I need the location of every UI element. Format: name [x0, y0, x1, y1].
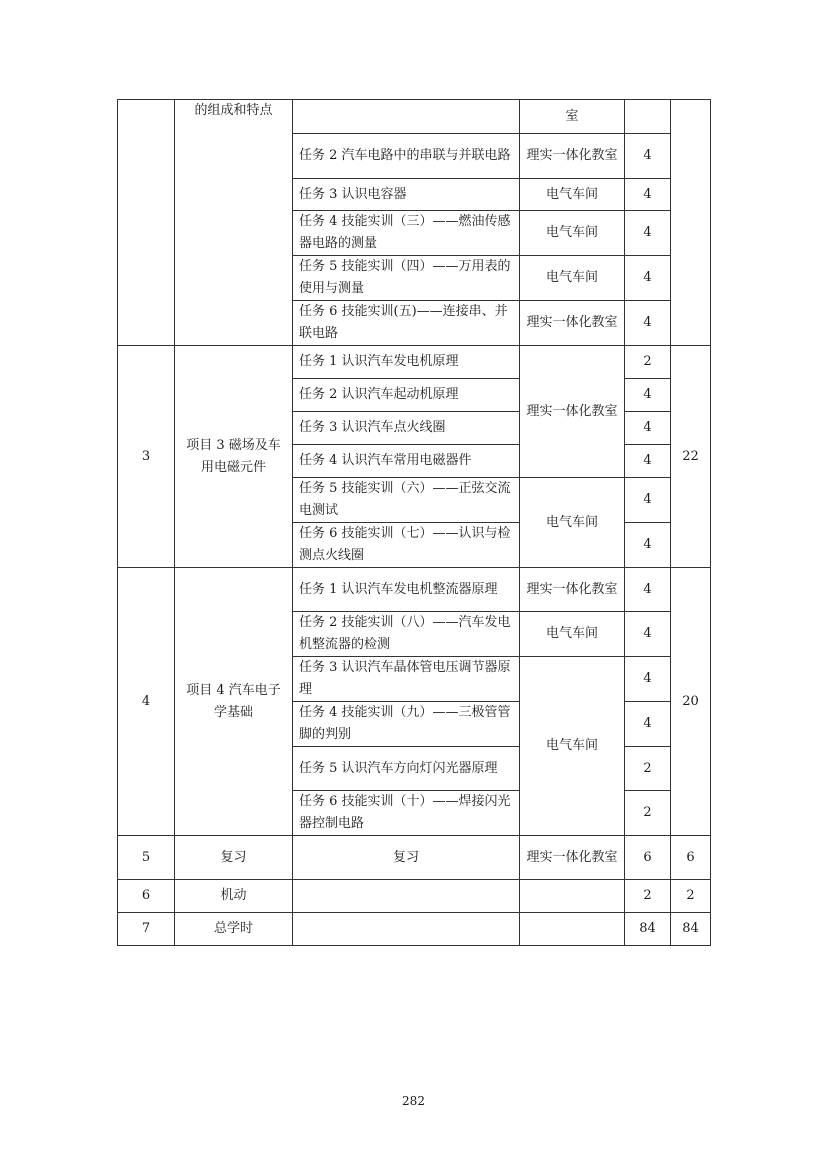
task-cell: 任务 2 汽车电路中的串联与并联电路: [293, 134, 520, 179]
no-cell: 7: [118, 913, 175, 946]
hours-cell: 2: [625, 747, 671, 791]
table-row: [118, 568, 711, 612]
task-cell: [293, 100, 520, 134]
total-cell: 2: [671, 880, 711, 913]
project-cell: 的组成和特点: [175, 100, 293, 346]
hours-cell: 4: [625, 256, 671, 301]
place-cell: 电气车间: [520, 478, 625, 568]
hours-cell: 2: [625, 880, 671, 913]
schedule-table: [117, 99, 711, 946]
task-cell: 任务 3 认识汽车点火线圈: [293, 412, 520, 445]
hours-cell: 4: [625, 211, 671, 256]
task-cell: 任务 5 技能实训（四）——万用表的使用与测量: [293, 256, 520, 301]
project-cell: 项目 3 磁场及车用电磁元件: [175, 346, 293, 568]
place-cell: 电气车间: [520, 657, 625, 836]
task-cell: 任务 5 技能实训（六）——正弦交流电测试: [293, 478, 520, 523]
task-cell: 任务 6 技能实训（七）——认识与检测点火线圈: [293, 523, 520, 568]
no-cell: 3: [118, 346, 175, 568]
table-row: [118, 836, 711, 880]
task-cell: 复习: [293, 836, 520, 880]
hours-cell: 4: [625, 523, 671, 568]
task-cell: 任务 3 认识电容器: [293, 179, 520, 211]
no-cell: [118, 100, 175, 346]
task-cell: 任务 4 技能实训（三）——燃油传感器电路的测量: [293, 211, 520, 256]
place-cell: 电气车间: [520, 211, 625, 256]
hours-cell: 4: [625, 134, 671, 179]
total-cell: 84: [671, 913, 711, 946]
hours-cell: 4: [625, 445, 671, 478]
hours-cell: 4: [625, 657, 671, 702]
project-cell: 项目 4 汽车电子学基础: [175, 568, 293, 836]
total-cell: 6: [671, 836, 711, 880]
hours-cell: 2: [625, 791, 671, 836]
hours-cell: 6: [625, 836, 671, 880]
place-cell: 电气车间: [520, 179, 625, 211]
task-cell: [293, 880, 520, 913]
page-number: 282: [402, 1094, 425, 1108]
place-cell: 理实一体化教室: [520, 568, 625, 612]
no-cell: 4: [118, 568, 175, 836]
place-cell: [520, 880, 625, 913]
no-cell: 6: [118, 880, 175, 913]
task-cell: 任务 3 认识汽车晶体管电压调节器原理: [293, 657, 520, 702]
hours-cell: 4: [625, 412, 671, 445]
project-cell: 机动: [175, 880, 293, 913]
task-cell: 任务 1 认识汽车发电机原理: [293, 346, 520, 379]
hours-cell: 4: [625, 568, 671, 612]
no-cell: 5: [118, 836, 175, 880]
place-cell: 理实一体化教室: [520, 346, 625, 478]
task-cell: 任务 5 认识汽车方向灯闪光器原理: [293, 747, 520, 791]
table-row: [118, 346, 711, 379]
hours-cell: 4: [625, 702, 671, 747]
hours-cell: 4: [625, 612, 671, 657]
task-cell: 任务 4 认识汽车常用电磁器件: [293, 445, 520, 478]
task-cell: 任务 4 技能实训（九）——三极管管脚的判别: [293, 702, 520, 747]
total-cell: [671, 100, 711, 346]
task-cell: 任务 6 技能实训（十）——焊接闪光器控制电路: [293, 791, 520, 836]
place-cell: 电气车间: [520, 256, 625, 301]
total-cell: 20: [671, 568, 711, 836]
task-cell: [293, 913, 520, 946]
total-cell: 22: [671, 346, 711, 568]
place-cell: 理实一体化教室: [520, 836, 625, 880]
hours-cell: 2: [625, 346, 671, 379]
place-cell: 理实一体化教室: [520, 134, 625, 179]
table-row: [118, 100, 711, 134]
task-cell: 任务 1 认识汽车发电机整流器原理: [293, 568, 520, 612]
hours-cell: 4: [625, 478, 671, 523]
task-cell: 任务 2 认识汽车起动机原理: [293, 379, 520, 412]
place-cell: [520, 913, 625, 946]
hours-cell: 4: [625, 379, 671, 412]
hours-cell: 4: [625, 301, 671, 346]
table-row: [118, 880, 711, 913]
hours-cell: 84: [625, 913, 671, 946]
hours-cell: [625, 100, 671, 134]
task-cell: 任务 6 技能实训(五)——连接串、并联电路: [293, 301, 520, 346]
project-cell: 总学时: [175, 913, 293, 946]
place-cell: 电气车间: [520, 612, 625, 657]
project-cell: 复习: [175, 836, 293, 880]
place-cell: 理实一体化教室: [520, 301, 625, 346]
task-cell: 任务 2 技能实训（八）——汽车发电机整流器的检测: [293, 612, 520, 657]
place-cell: 室: [520, 100, 625, 134]
hours-cell: 4: [625, 179, 671, 211]
table-row: [118, 913, 711, 946]
